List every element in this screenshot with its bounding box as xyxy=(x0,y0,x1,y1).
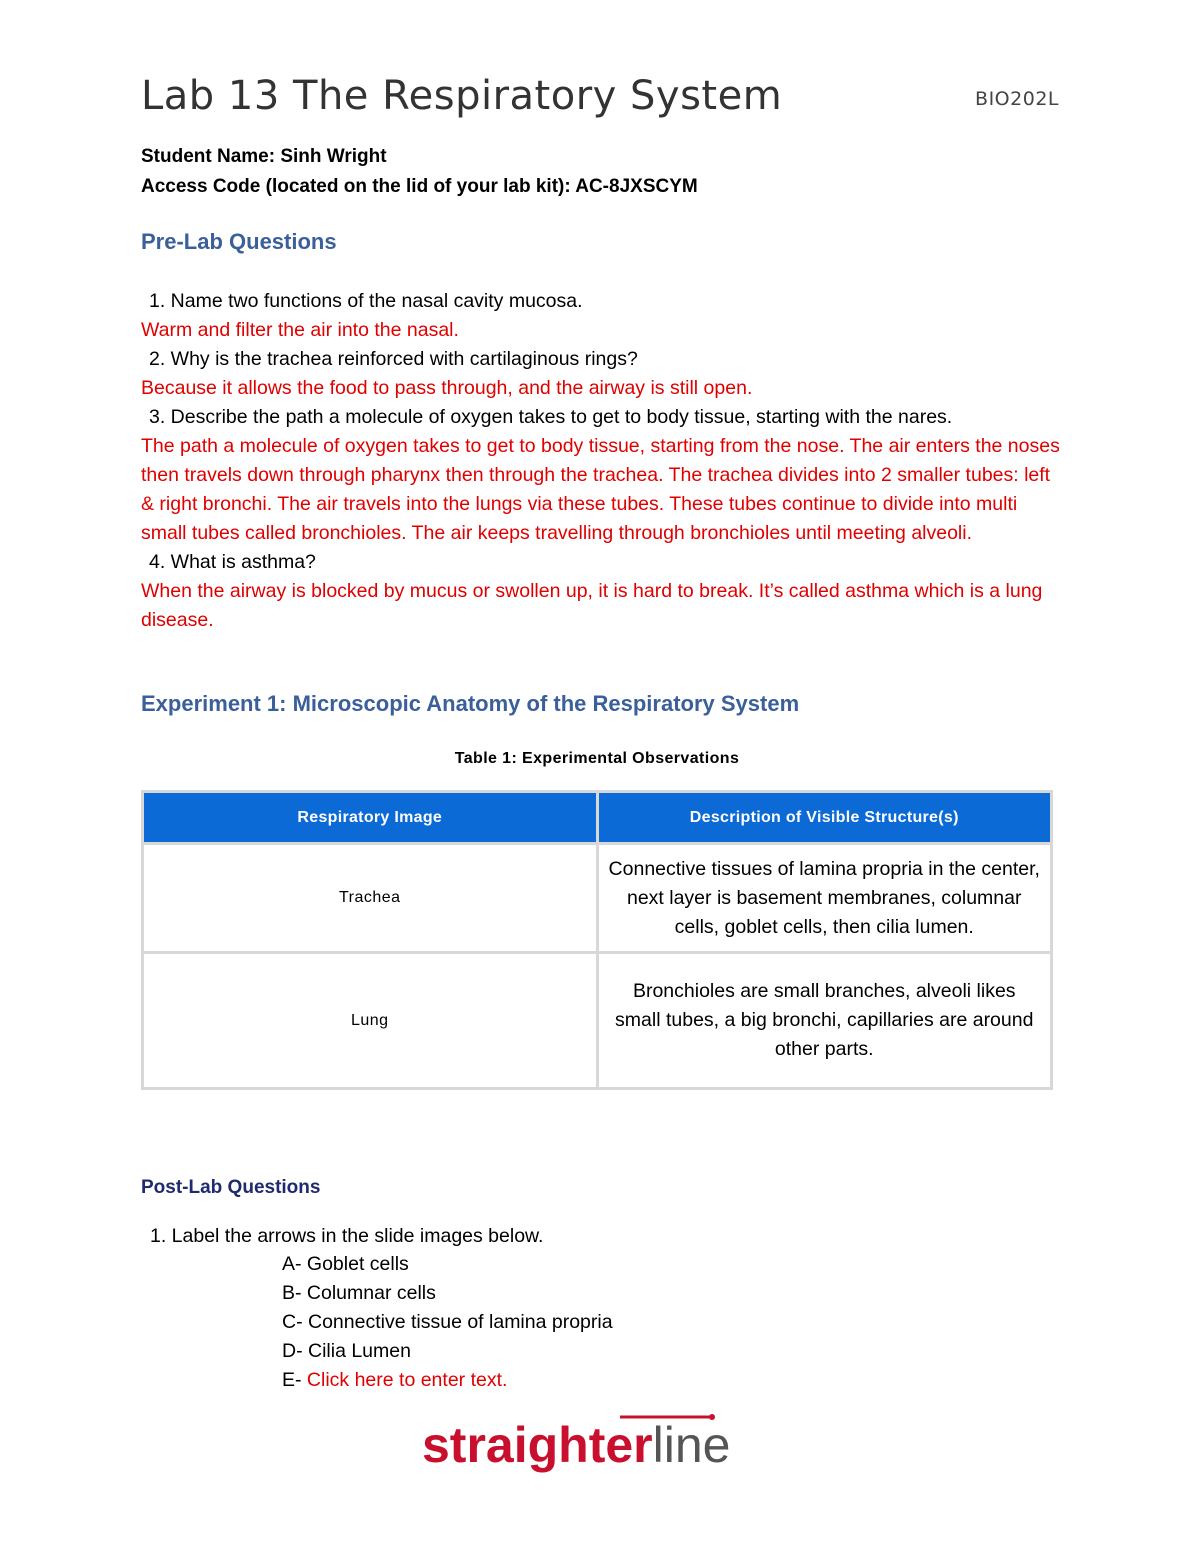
label-prefix: C- xyxy=(282,1311,308,1333)
label-answer[interactable]: Cilia Lumen xyxy=(308,1340,411,1362)
postlab-question: 1. Label the arrows in the slide images below. xyxy=(150,1225,544,1247)
label-prefix: A- xyxy=(282,1253,307,1275)
table-header-row xyxy=(143,792,1052,844)
label-answer[interactable]: Connective tissue of lamina propria xyxy=(308,1311,613,1333)
label-placeholder[interactable]: Click here to enter text. xyxy=(306,1369,508,1391)
label-prefix: D- xyxy=(282,1340,308,1362)
table-row xyxy=(143,844,1052,953)
column-header-image: Respiratory Image xyxy=(143,792,598,844)
prelab-answer[interactable]: Because it allows the food to pass through, and the airway is still open. xyxy=(141,377,753,399)
label-e xyxy=(282,1366,613,1395)
table-row xyxy=(143,953,1052,1089)
prelab-answer[interactable]: Warm and filter the air into the nasal. xyxy=(141,319,459,341)
straighterline-logo xyxy=(422,1410,782,1480)
label-a xyxy=(282,1250,613,1279)
cell-image: Trachea xyxy=(143,844,598,953)
prelab-question: 3. Describe the path a molecule of oxygen takes to get to body tissue, starting with the nares. xyxy=(149,406,953,428)
postlab-heading: Post-Lab Questions xyxy=(141,1177,321,1198)
prelab-question: 1. Name two functions of the nasal cavity mucosa. xyxy=(149,290,583,312)
table-caption: Table 1: Experimental Observations xyxy=(454,750,740,767)
observations-table xyxy=(141,790,1053,1090)
logo-text-bold: straighter xyxy=(422,1417,653,1473)
label-c xyxy=(282,1308,613,1337)
label-prefix: B- xyxy=(282,1282,307,1304)
cell-image: Lung xyxy=(143,953,598,1089)
prelab-questions xyxy=(141,287,1061,635)
column-header-description: Description of Visible Structure(s) xyxy=(597,792,1052,844)
label-d xyxy=(282,1337,613,1366)
logo-text-light: line xyxy=(652,1417,731,1473)
prelab-heading: Pre-Lab Questions xyxy=(141,229,337,254)
course-code: BIO202L xyxy=(975,88,1059,110)
cell-description[interactable]: Bronchioles are small branches, alveoli likes small tubes, a big bronchi, capillaries are around other parts. xyxy=(597,953,1052,1089)
experiment-heading: Experiment 1: Microscopic Anatomy of the Respiratory System xyxy=(141,691,800,716)
label-prefix: E- xyxy=(282,1369,307,1391)
student-name: Student Name: Sinh Wright xyxy=(141,146,387,167)
prelab-question: 2. Why is the trachea reinforced with cartilaginous rings? xyxy=(149,348,638,370)
cell-description[interactable]: Connective tissues of lamina propria in the center, next layer is basement membranes, columnar cells, goblet cells, then cilia lumen. xyxy=(597,844,1052,953)
logo-wordmark xyxy=(422,1417,730,1473)
prelab-question: 4. What is asthma? xyxy=(149,551,316,573)
arrow-labels xyxy=(282,1250,613,1395)
page-title: Lab 13 The Respiratory System xyxy=(141,73,783,119)
label-answer[interactable]: Goblet cells xyxy=(306,1253,409,1275)
prelab-answer[interactable]: When the airway is blocked by mucus or swollen up, it is hard to break. It’s called asthma which is a lung disease. xyxy=(141,580,1043,631)
prelab-answer[interactable]: The path a molecule of oxygen takes to get to body tissue, starting from the nose. The air enters the noses then travels down through pharynx then through the trachea. The trachea divides into 2 smaller tubes: left & right bronchi. The air travels into the lungs via these tubes. These tubes continue to divide into multi small tubes called bronchioles. The air keeps travelling through bronchioles until meeting alveoli. xyxy=(141,435,1060,544)
student-info xyxy=(141,142,698,202)
access-code: Access Code (located on the lid of your lab kit): AC-8JXSCYM xyxy=(141,176,698,197)
label-b xyxy=(282,1279,613,1308)
label-answer[interactable]: Columnar cells xyxy=(306,1282,436,1304)
